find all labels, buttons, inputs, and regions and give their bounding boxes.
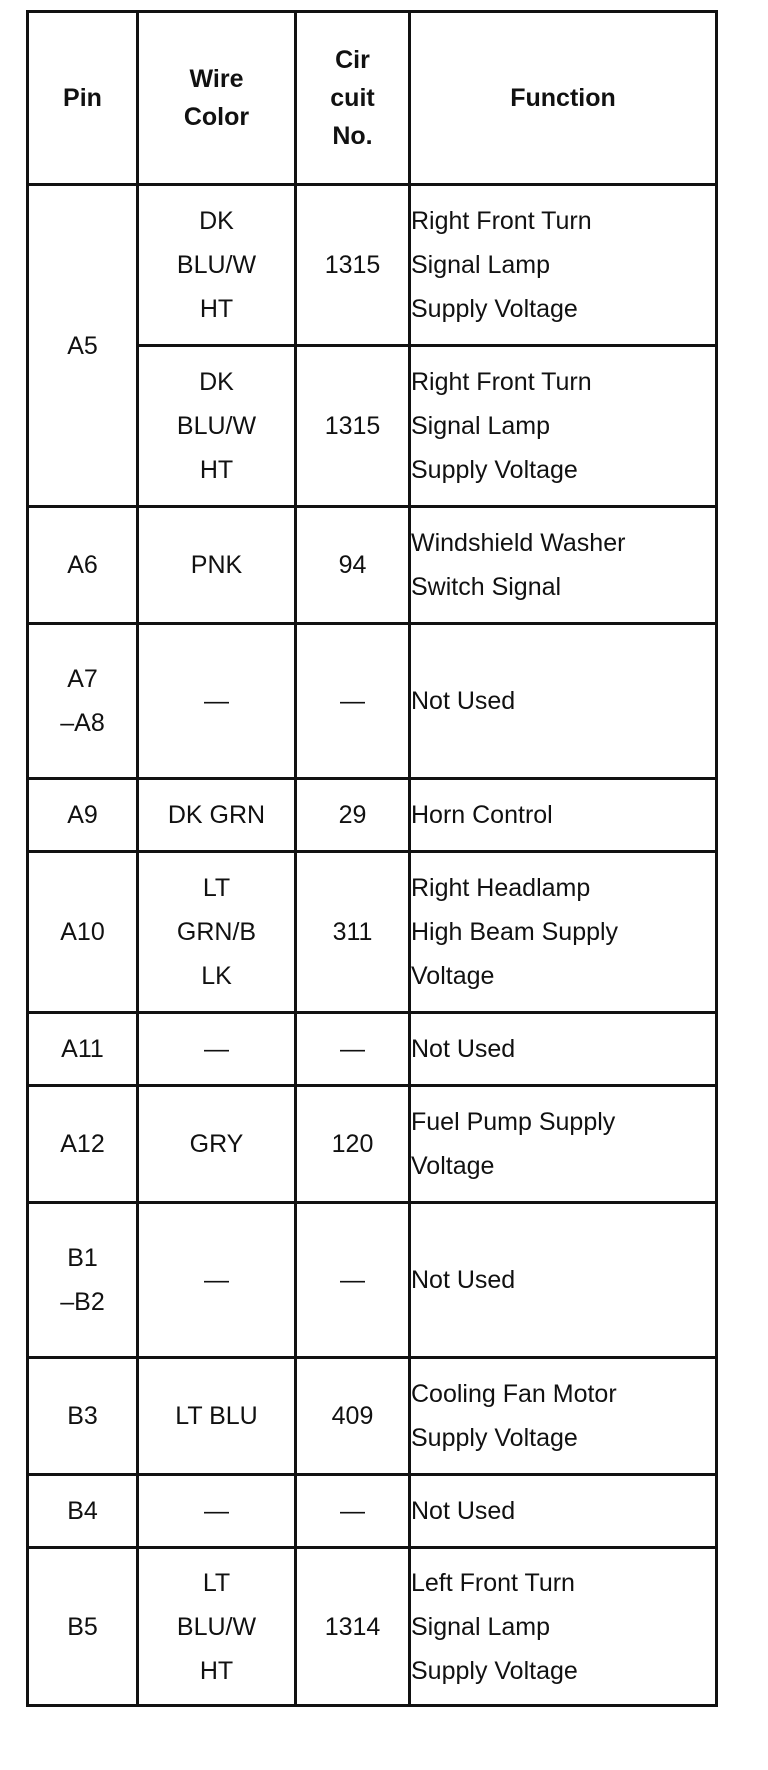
circuit-cell: 409 — [296, 1358, 410, 1475]
pin-cell — [28, 1548, 138, 1706]
pin-label: A11 — [61, 1035, 104, 1063]
pin-cell — [28, 624, 138, 779]
function-line: Not Used — [411, 1266, 516, 1294]
connector-pinout-table — [26, 10, 718, 1707]
function-line: Signal Lamp — [411, 251, 550, 279]
pin-label: A6 — [67, 551, 98, 579]
wire-color-line: BLU/W — [176, 1612, 257, 1641]
function-cell — [410, 185, 717, 346]
circuit-cell: 1314 — [296, 1548, 410, 1706]
circuit-cell: 311 — [296, 852, 410, 1013]
circuit-cell: — — [296, 1203, 410, 1358]
circuit-cell: 1315 — [296, 346, 410, 507]
function-cell — [410, 507, 717, 624]
function-line: Supply Voltage — [411, 295, 578, 323]
function-line: Windshield Washer — [411, 529, 626, 557]
function-line: Not Used — [411, 1497, 516, 1525]
wire-color-cell — [138, 624, 296, 779]
wire-color-line: LT BLU — [175, 1402, 258, 1430]
function-cell — [410, 852, 717, 1013]
function-line: Left Front Turn — [411, 1568, 575, 1597]
header-circuit-line: Cir — [335, 46, 370, 74]
wire-color-line: DK — [199, 368, 234, 396]
connector-pinout-table-container — [26, 10, 715, 1707]
table-row — [28, 1203, 717, 1358]
function-line: Cooling Fan Motor — [411, 1380, 617, 1408]
header-wire-color-line: Color — [183, 103, 250, 131]
function-line: Not Used — [411, 1035, 516, 1063]
function-line: Horn Control — [411, 801, 553, 829]
pin-cell — [28, 852, 138, 1013]
pin-label: A7 — [67, 665, 98, 693]
table-row — [28, 1548, 717, 1706]
pin-cell — [28, 1013, 138, 1086]
header-wire-color-line: Wire — [189, 65, 244, 93]
wire-color-cell — [138, 779, 296, 852]
circuit-cell: — — [296, 1013, 410, 1086]
header-circuit-no — [296, 12, 410, 185]
pin-cell — [28, 507, 138, 624]
function-line: Signal Lamp — [411, 412, 550, 440]
function-line: Right Front Turn — [411, 368, 592, 396]
function-line: Switch Signal — [411, 573, 562, 601]
wire-color-cell — [138, 1475, 296, 1548]
header-circuit-line: cuit — [330, 84, 375, 112]
table-row — [28, 779, 717, 852]
header-function-line: Function — [510, 84, 616, 112]
wire-color-line: LT — [202, 1568, 231, 1597]
wire-color-line: BLU/W — [176, 412, 257, 440]
wire-color-line: DK GRN — [167, 801, 266, 829]
circuit-cell: 1315 — [296, 185, 410, 346]
wire-color-line: BLU/W — [176, 251, 257, 279]
function-cell — [410, 1203, 717, 1358]
pin-label: B4 — [67, 1497, 98, 1525]
table-row — [28, 1086, 717, 1203]
circuit-cell: — — [296, 1475, 410, 1548]
function-cell — [410, 1358, 717, 1475]
pin-label: –B2 — [60, 1288, 105, 1316]
wire-color-line: LK — [201, 962, 232, 990]
function-cell — [410, 1013, 717, 1086]
table-row — [28, 1475, 717, 1548]
pin-label: A10 — [60, 918, 105, 946]
header-pin — [28, 12, 138, 185]
pin-label: –A8 — [60, 709, 105, 737]
pin-cell — [28, 1358, 138, 1475]
pin-cell — [28, 1086, 138, 1203]
pin-label: A5 — [67, 331, 98, 360]
header-pin-line: Pin — [63, 84, 102, 112]
header-row — [28, 12, 717, 185]
table-row — [28, 852, 717, 1013]
function-cell — [410, 1475, 717, 1548]
wire-color-line: — — [204, 687, 229, 715]
wire-color-cell — [138, 1548, 296, 1706]
function-line: Voltage — [411, 1152, 495, 1180]
pin-cell — [28, 779, 138, 852]
function-cell — [410, 779, 717, 852]
table-row — [28, 185, 717, 346]
table-row — [28, 1358, 717, 1475]
function-line: Voltage — [411, 962, 495, 990]
function-line: Supply Voltage — [411, 456, 578, 484]
wire-color-line: GRN/B — [176, 918, 257, 946]
function-cell — [410, 624, 717, 779]
wire-color-line: — — [204, 1035, 229, 1063]
function-line: Signal Lamp — [411, 1612, 550, 1641]
function-line: Right Headlamp — [411, 874, 591, 902]
header-circuit-line: No. — [332, 122, 373, 150]
circuit-cell: — — [296, 624, 410, 779]
header-wire-color — [138, 12, 296, 185]
pin-cell — [28, 185, 138, 507]
wire-color-cell — [138, 1013, 296, 1086]
wire-color-cell — [138, 1086, 296, 1203]
function-line: Supply Voltage — [411, 1656, 578, 1685]
wire-color-line: DK — [199, 207, 234, 235]
pin-label: B1 — [67, 1244, 98, 1272]
wire-color-line: PNK — [190, 551, 243, 579]
function-cell — [410, 1086, 717, 1203]
circuit-cell: 120 — [296, 1086, 410, 1203]
function-cell — [410, 1548, 717, 1706]
function-line: Supply Voltage — [411, 1424, 578, 1452]
pin-label: A12 — [60, 1130, 105, 1158]
wire-color-cell — [138, 507, 296, 624]
pin-label: B5 — [67, 1612, 98, 1641]
function-cell — [410, 346, 717, 507]
pin-cell — [28, 1203, 138, 1358]
circuit-cell: 29 — [296, 779, 410, 852]
function-line: Fuel Pump Supply — [411, 1108, 616, 1136]
table-row — [28, 1013, 717, 1086]
circuit-cell: 94 — [296, 507, 410, 624]
function-line: Right Front Turn — [411, 207, 592, 235]
function-line: High Beam Supply — [411, 918, 619, 946]
wire-color-cell — [138, 852, 296, 1013]
wire-color-cell — [138, 1358, 296, 1475]
wire-color-line: HT — [199, 295, 234, 323]
wire-color-line: — — [204, 1497, 229, 1525]
table-row — [28, 624, 717, 779]
function-line: Not Used — [411, 687, 516, 715]
wire-color-cell — [138, 185, 296, 346]
pin-label: A9 — [67, 801, 98, 829]
wire-color-line: HT — [199, 456, 234, 484]
wire-color-cell — [138, 346, 296, 507]
header-function — [410, 12, 717, 185]
pin-cell — [28, 1475, 138, 1548]
table-row — [28, 507, 717, 624]
wire-color-line: — — [204, 1266, 229, 1294]
wire-color-line: HT — [199, 1656, 234, 1685]
pin-label: B3 — [67, 1402, 98, 1430]
wire-color-line: LT — [202, 874, 231, 902]
wire-color-cell — [138, 1203, 296, 1358]
wire-color-line: GRY — [189, 1130, 244, 1158]
